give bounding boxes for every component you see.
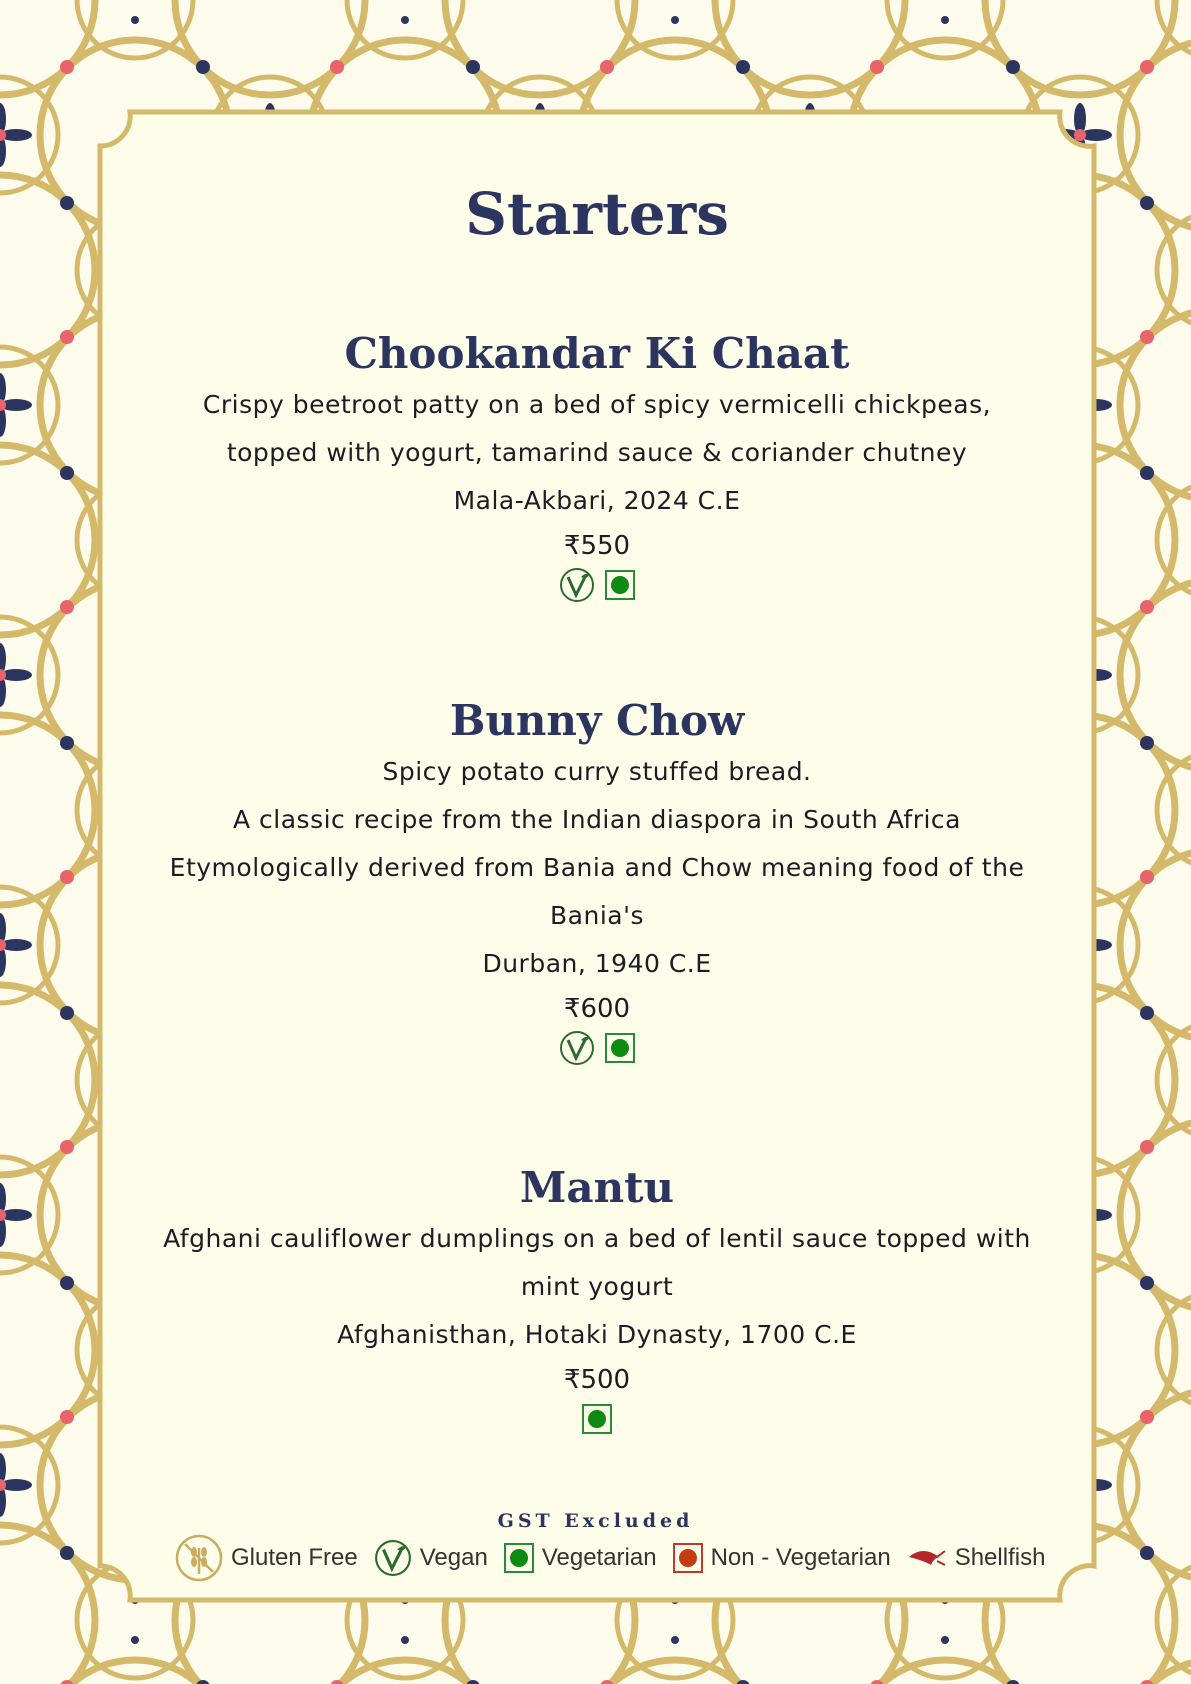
item-name: Bunny Chow (449, 696, 745, 745)
menu-content (120, 180, 1074, 1395)
item-name: Mantu (519, 1163, 675, 1212)
vegetarian-icon (605, 1033, 635, 1063)
dietary-icons (120, 1028, 1074, 1068)
item-description: Bania's (550, 900, 644, 930)
menu-item (120, 1162, 1074, 1439)
legend-label: Vegan (419, 1544, 488, 1571)
vegan-icon (559, 1030, 595, 1066)
legend-label: Gluten Free (231, 1544, 358, 1571)
legend-item-vegan (374, 1539, 504, 1577)
item-description: Spicy potato curry stuffed bread. (382, 756, 812, 786)
shellfish-icon (907, 1543, 947, 1573)
dietary-icons (120, 565, 1074, 605)
dietary-icons (120, 1399, 1074, 1439)
item-description: Afghani cauliflower dumplings on a bed of lentil sauce topped with (163, 1223, 1031, 1253)
item-description: Crispy beetroot patty on a bed of spicy vermicelli chickpeas, (202, 389, 992, 419)
legend-item-vegetarian (504, 1543, 673, 1573)
non-vegetarian-icon (673, 1543, 703, 1573)
legend-label: Shellfish (954, 1544, 1046, 1571)
legend-item-gluten-free (175, 1534, 374, 1582)
menu-item (120, 328, 1074, 605)
item-description: mint yogurt (520, 1271, 674, 1301)
vegetarian-icon (605, 570, 635, 600)
vegetarian-icon (504, 1543, 534, 1573)
legend-item-shellfish (907, 1543, 1062, 1573)
legend-label: Non - Vegetarian (710, 1544, 891, 1571)
item-origin: Mala-Akbari, 2024 C.E (453, 485, 741, 515)
item-name: Chookandar Ki Chaat (344, 329, 850, 378)
menu-item (120, 695, 1074, 1068)
item-origin: Durban, 1940 C.E (482, 948, 712, 978)
item-description: A classic recipe from the Indian diaspora in South Africa (233, 804, 961, 834)
item-price: ₹600 (563, 993, 631, 1024)
page-title: Starters (465, 180, 729, 248)
legend-label: Vegetarian (541, 1544, 657, 1571)
item-price: ₹500 (563, 1364, 631, 1395)
vegetarian-icon (582, 1404, 612, 1434)
item-price: ₹550 (563, 530, 631, 561)
item-origin: Afghanisthan, Hotaki Dynasty, 1700 C.E (337, 1319, 857, 1349)
vegan-icon (374, 1539, 412, 1577)
item-description: topped with yogurt, tamarind sauce & coriander chutney (226, 437, 968, 467)
item-description: Etymologically derived from Bania and Chow meaning food of the (169, 852, 1025, 882)
vegan-icon (559, 567, 595, 603)
dietary-legend (175, 1534, 1061, 1582)
gluten-free-icon (175, 1534, 223, 1582)
gst-note: GST Excluded (497, 1510, 694, 1532)
legend-item-non-vegetarian (673, 1543, 907, 1573)
